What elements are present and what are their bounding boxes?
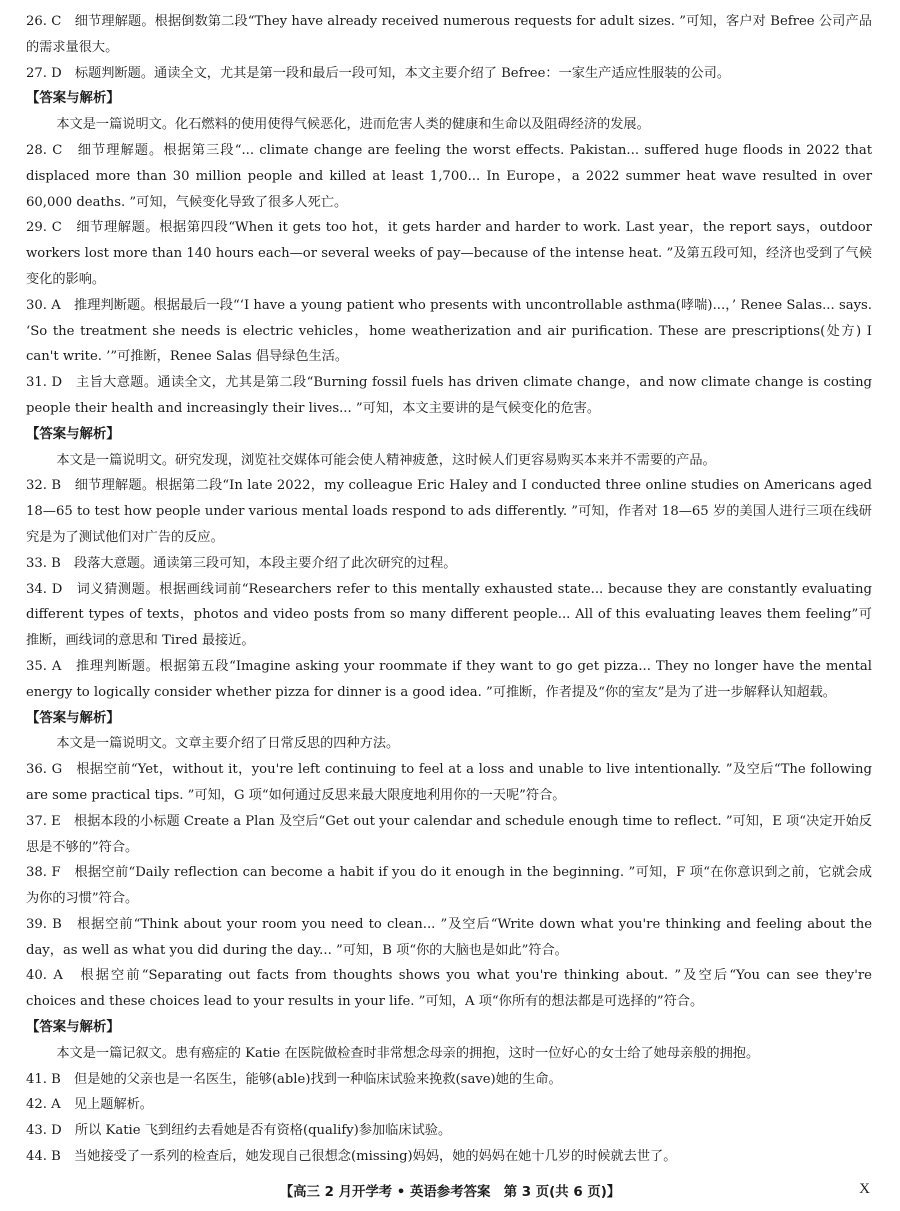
footer-version-code: X <box>859 1181 870 1197</box>
answer-item: 33. B 段落大意题。通读第三段可知，本段主要介绍了此次研究的过程。 <box>26 555 457 571</box>
footer-page-info: 【高三 2 月开学考 • 英语参考答案 第 3 页(共 6 页)】 <box>279 1185 621 1200</box>
answer-item: 36. G 根据空前“Yet，without it，you're left continuing to feel at a loss and unable to live intentionally. ”及空后“The following are some practical tips. ”可知，G 项“如何通过反思来最大限度地利用你的一天呢”符合。 <box>26 762 872 803</box>
section-heading: 【答案与解析】 <box>26 1020 120 1036</box>
answer-item: 26. C 细节理解题。根据倒数第二段“They have already received numerous requests for adult sizes. ”可知，客户对 Befree 公司产品的需求量很大。 <box>26 14 872 55</box>
section-heading: 【答案与解析】 <box>26 91 120 107</box>
page-footer <box>0 1181 900 1205</box>
passage-summary: 本文是一篇说明文。化石燃料的使用使得气候恶化，进而危害人类的健康和生命以及阻碍经济的发展。 <box>56 117 650 133</box>
answer-item: 30. A 推理判断题。根据最后一段“‘I have a young patient who presents with uncontrollable asthma(哮喘)...，’ Renee Salas... says. ‘So the treatment she needs is electric vehicles，home weatherization and air purification. These are prescriptions(处方) I can't write. ’”可推断，Renee Salas 倡导绿色生活。 <box>26 297 872 365</box>
passage-summary: 本文是一篇记叙文。患有癌症的 Katie 在医院做检查时非常想念母亲的拥抱，这时一位好心的女士给了她母亲般的拥抱。 <box>56 1045 760 1061</box>
answer-item: 40. A 根据空前“Separating out facts from thoughts shows you what you're thinking about. ”及空后“You can see they're choices and these choices lead to your results in your life. ”可知，A 项“你所有的想法都是可选择的”符合。 <box>26 968 872 1010</box>
answer-item: 27. D 标题判断题。通读全文，尤其是第一段和最后一段可知，本文主要介绍了 Befree：一家生产适应性服装的公司。 <box>26 65 731 81</box>
answer-item: 32. B 细节理解题。根据第二段“In late 2022，my colleague Eric Haley and I conducted three online studies on Americans aged 18—65 to test how people under various mental loads respond to ads differently. ”可知，作者对 18—65 岁的美国人进行三项在线研究是为了测试他们对广告的反应。 <box>26 478 872 545</box>
answer-key-body <box>26 9 872 1170</box>
answer-item: 42. A 见上题解析。 <box>26 1097 153 1113</box>
section-heading: 【答案与解析】 <box>26 710 120 726</box>
answer-item: 34. D 词义猜测题。根据画线词前“Researchers refer to this mentally exhausted state... because they are constantly evaluating different types of texts，photos and video posts from so many different people... All of this evaluating leaves them feeling”可推断，画线词的意思和 Tired 最接近。 <box>26 581 872 649</box>
passage-summary: 本文是一篇说明文。文章主要介绍了日常反思的四种方法。 <box>56 736 400 752</box>
answer-item: 41. B 但是她的父亲也是一名医生，能够(able)找到一种临床试验来挽救(save)她的生命。 <box>26 1071 562 1087</box>
answer-item: 31. D 主旨大意题。通读全文，尤其是第二段“Burning fossil fuels has driven climate change，and now climate change is costing people their health and increasingly their lives... ”可知，本文主要讲的是气候变化的危害。 <box>26 375 872 416</box>
answer-item: 44. B 当她接受了一系列的检查后，她发现自己很想念(missing)妈妈，她的妈妈在她十几岁的时候就去世了。 <box>26 1149 677 1165</box>
answer-item: 35. A 推理判断题。根据第五段“Imagine asking your roommate if they want to go get pizza... They no longer have the mental energy to logically consider whether pizza for dinner is a good idea. ”可推断，作者提及“你的室友”是为了进一步解释认知超载。 <box>26 658 872 700</box>
answer-item: 38. F 根据空前“Daily reflection can become a habit if you do it enough in the beginning. ”可知，F 项“在你意识到之前，它就会成为你的习惯”符合。 <box>26 865 872 907</box>
section-heading: 【答案与解析】 <box>26 426 120 442</box>
answer-item: 43. D 所以 Katie 飞到纽约去看她是否有资格(qualify)参加临床试验。 <box>26 1123 452 1139</box>
answer-item: 39. B 根据空前“Think about your room you need to clean... ”及空后“Write down what you're thinking and feeling about the day，as well as what you did during the day... ”可知，B 项“你的大脑也是如此”符合。 <box>26 916 872 958</box>
passage-summary: 本文是一篇说明文。研究发现，浏览社交媒体可能会使人精神疲惫，这时候人们更容易购买本来并不需要的产品。 <box>56 452 716 468</box>
answer-item: 28. C 细节理解题。根据第三段“... climate change are feeling the worst effects. Pakistan... suffered huge floods in 2022 that displaced more than 30 million people and killed at least 1,700... In Europe，a 2022 summer heat wave resulted in over 60,000 deaths. ”可知，气候变化导致了很多人死亡。 <box>26 142 872 210</box>
answer-item: 37. E 根据本段的小标题 Create a Plan 及空后“Get out your calendar and schedule enough time to reflect. ”可知，E 项“决定开始反思是不够的”符合。 <box>26 813 872 855</box>
answer-item: 29. C 细节理解题。根据第四段“When it gets too hot，it gets harder and harder to work. Last year，the report says，outdoor workers lost more than 140 hours each—or several weeks of pay—because of the intense heat. ”及第五段可知，经济也受到了气候变化的影响。 <box>26 220 872 287</box>
